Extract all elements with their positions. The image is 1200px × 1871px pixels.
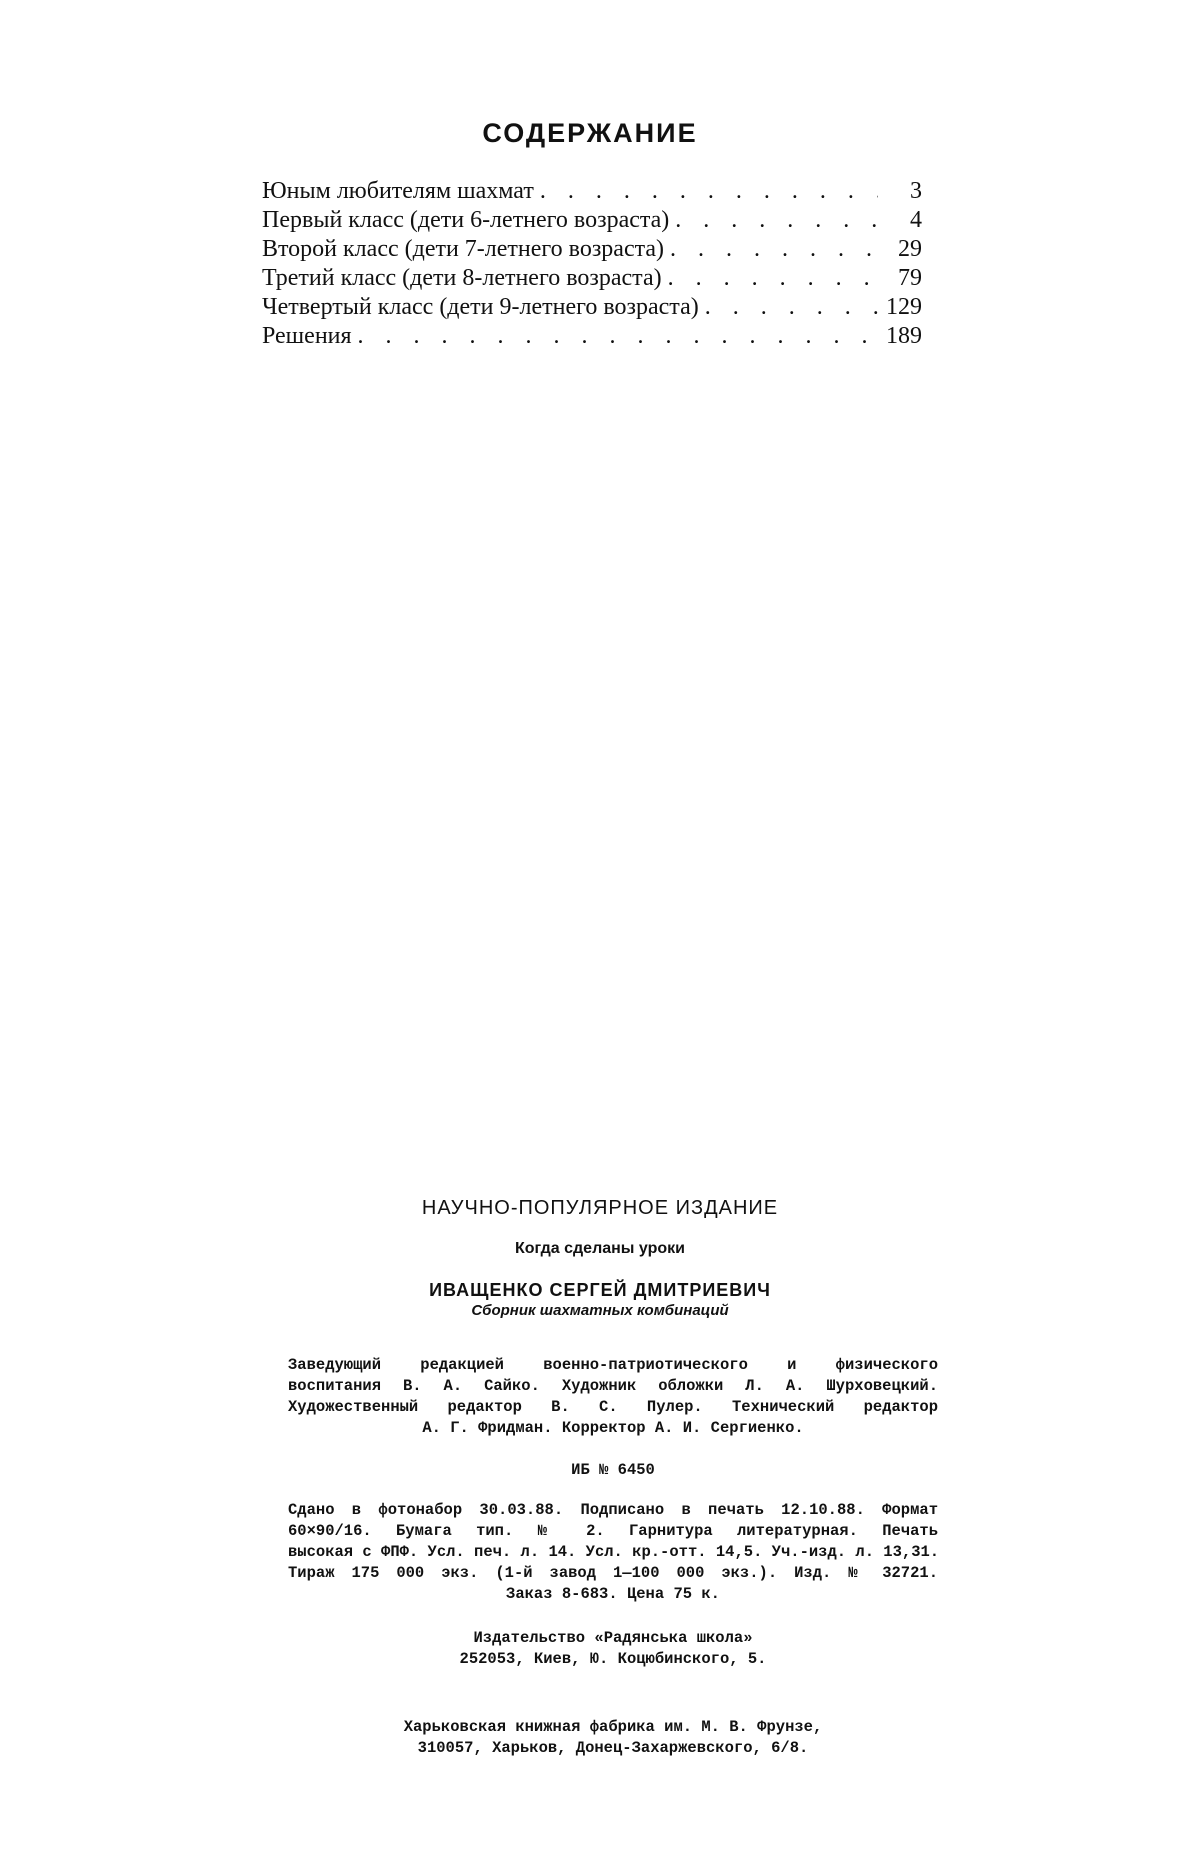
publisher-line: Издательство «Радянська школа»: [473, 1629, 753, 1647]
toc-entry[interactable]: [262, 207, 922, 236]
printer-info: [288, 1717, 938, 1759]
toc-entry-label: Юным любителям шахмат: [262, 178, 534, 204]
toc-leader-dots: [705, 294, 878, 321]
toc-entry-label: Четвертый класс (дети 9-летнего возраста): [262, 294, 699, 320]
toc-entry[interactable]: [262, 265, 922, 294]
toc-title: СОДЕРЖАНИЕ: [482, 118, 698, 148]
tech-line: высокая с ФПФ. Усл. печ. л. 14. Усл. кр.-отт. 14,5. Уч.-изд. л. 13,31.: [288, 1543, 940, 1561]
series-name: Когда сделаны уроки: [515, 1240, 685, 1257]
toc-leader-dots: [540, 178, 878, 205]
toc-entry-page: 29: [898, 236, 922, 262]
technical-details: [288, 1500, 938, 1605]
toc-entry-label: Второй класс (дети 7-летнего возраста): [262, 236, 665, 262]
toc-entry-page: 3: [910, 178, 922, 204]
toc-entry-page: 4: [910, 207, 922, 233]
toc-entry[interactable]: [262, 236, 922, 265]
tech-line: Сдано в фотонабор 30.03.88. Подписано в печать 12.10.88. Формат: [288, 1501, 938, 1519]
toc-leader-dots: [675, 207, 878, 234]
editorial-credits: [288, 1355, 938, 1439]
toc-leader-dots: [668, 265, 878, 292]
series-label: НАУЧНО-ПОПУЛЯРНОЕ ИЗДАНИЕ: [421, 1197, 779, 1219]
author-name: ИВАЩЕНКО СЕРГЕЙ ДМИТРИЕВИЧ: [429, 1280, 771, 1300]
credits-line: А. Г. Фридман. Корректор А. И. Сергиенко.: [422, 1419, 804, 1437]
ib-number: [288, 1460, 938, 1481]
toc-entry[interactable]: [262, 294, 922, 323]
publisher-info: [288, 1628, 938, 1670]
toc-entry-page: 189: [886, 323, 922, 349]
credits-line: Художественный редактор В. С. Пулер. Технический редактор: [288, 1398, 938, 1416]
printer-line: 310057, Харьков, Донец-Захаржевского, 6/8.: [417, 1739, 809, 1757]
toc-leader-dots: [358, 323, 878, 350]
tech-line: 60×90/16. Бумага тип. № 2. Гарнитура литературная. Печать: [288, 1522, 938, 1540]
tech-line: Заказ 8-683. Цена 75 к.: [506, 1585, 720, 1603]
toc-entry-page: 79: [898, 265, 922, 291]
tech-line: Тираж 175 000 экз. (1-й завод 1—100 000 экз.). Изд. № 32721.: [288, 1564, 938, 1582]
toc-entry-label: Первый класс (дети 6-летнего возраста): [262, 207, 670, 233]
toc-entry[interactable]: [262, 178, 922, 207]
credits-line: воспитания В. А. Сайко. Художник обложки Л. А. Шурховецкий.: [288, 1377, 938, 1395]
toc-entry-page: 129: [886, 294, 922, 320]
table-of-contents: [262, 178, 922, 352]
ib-line: ИБ № 6450: [571, 1461, 655, 1479]
book-title: Сборник шахматных комбинаций: [471, 1302, 729, 1319]
toc-entry[interactable]: [262, 323, 922, 352]
printer-line: Харьковская книжная фабрика им. М. В. Фрунзе,: [403, 1718, 823, 1736]
toc-entry-label: Решения: [262, 323, 352, 349]
toc-entry-label: Третий класс (дети 8-летнего возраста): [262, 265, 662, 291]
toc-leader-dots: [670, 236, 878, 263]
credits-line: Заведующий редакцией военно-патриотического и физического: [288, 1356, 938, 1374]
publisher-line: 252053, Киев, Ю. Коцюбинского, 5.: [459, 1650, 767, 1668]
